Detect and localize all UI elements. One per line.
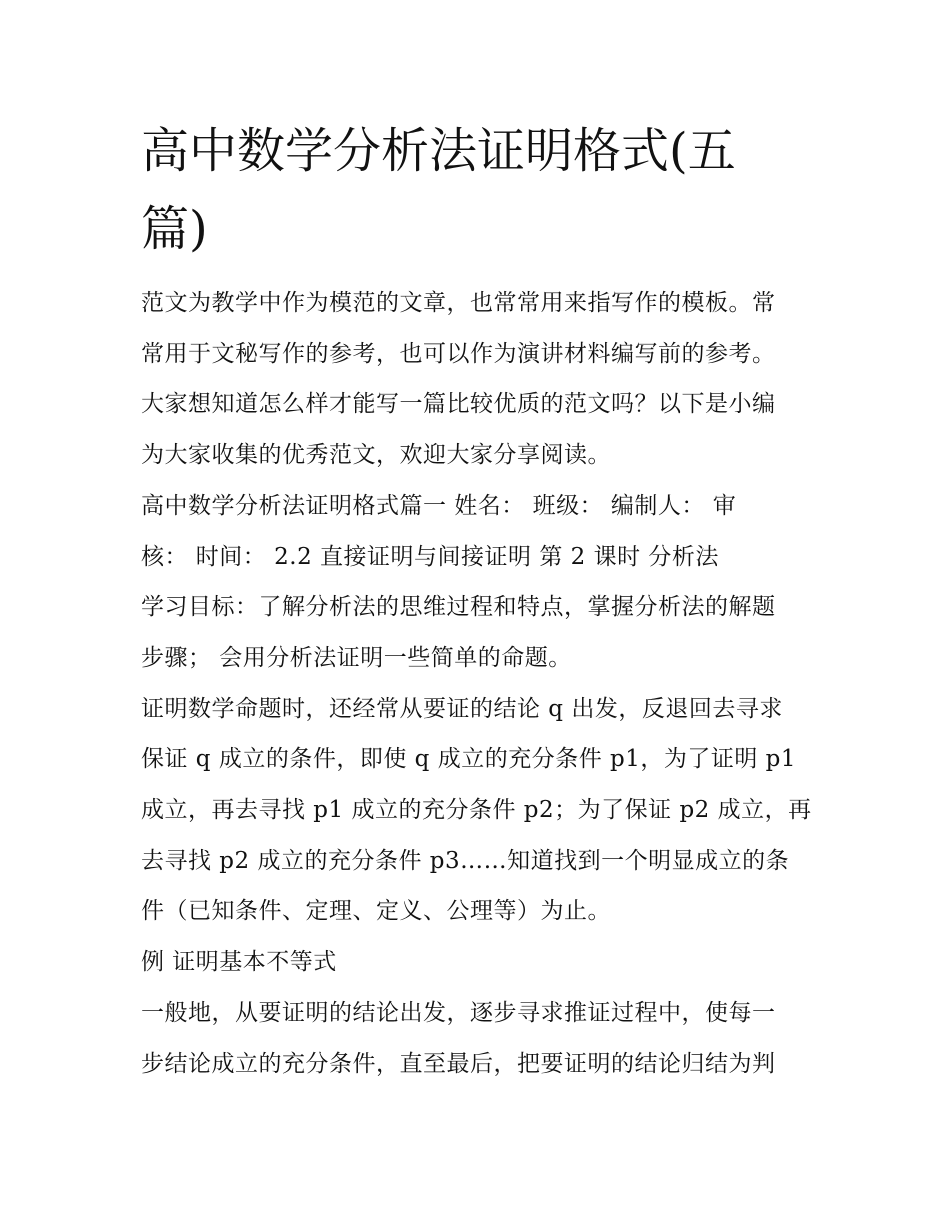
document-body	[141, 278, 813, 1089]
body-line-summary: 一般地，从要证明的结论出发，逐步寻求推证过程中，使每一	[141, 999, 776, 1026]
body-line-intro: 为大家收集的优秀范文，欢迎大家分享阅读。	[141, 442, 611, 469]
body-line-summary: 步结论成立的充分条件，直至最后，把要证明的结论归结为判	[141, 1050, 776, 1077]
document-title	[141, 112, 781, 268]
body-line-method: 去寻找 p2 成立的充分条件 p3……知道找到一个明显成立的条	[141, 847, 790, 874]
title-line: 高中数学分析法证明格式(五	[141, 123, 736, 179]
body-line-header: 核： 时间： 2.2 直接证明与间接证明 第 2 课时 分析法	[141, 543, 719, 570]
body-line-method: 证明数学命题时，还经常从要证的结论 q 出发，反退回去寻求	[141, 695, 783, 722]
body-line-example: 例 证明基本不等式	[141, 949, 337, 976]
body-line-method: 保证 q 成立的条件，即使 q 成立的充分条件 p1，为了证明 p1	[141, 746, 797, 773]
title-line: 篇)	[141, 201, 208, 257]
body-line-goal: 步骤； 会用分析法证明一些简单的命题。	[141, 644, 572, 671]
body-line-method: 成立，再去寻找 p1 成立的充分条件 p2；为了保证 p2 成立，再	[141, 797, 812, 824]
body-line-intro: 常用于文秘写作的参考，也可以作为演讲材料编写前的参考。	[141, 340, 776, 367]
body-line-intro: 大家想知道怎么样才能写一篇比较优质的范文吗？以下是小编	[141, 391, 776, 418]
body-line-intro: 范文为教学中作为模范的文章，也常常用来指写作的模板。常	[141, 290, 776, 316]
document-page	[141, 112, 813, 1089]
body-line-header: 高中数学分析法证明格式篇一 姓名： 班级： 编制人： 审	[141, 492, 737, 519]
body-line-goal: 学习目标：了解分析法的思维过程和特点，掌握分析法的解题	[141, 594, 776, 621]
body-line-method: 件（已知条件、定理、定义、公理等）为止。	[141, 898, 611, 925]
